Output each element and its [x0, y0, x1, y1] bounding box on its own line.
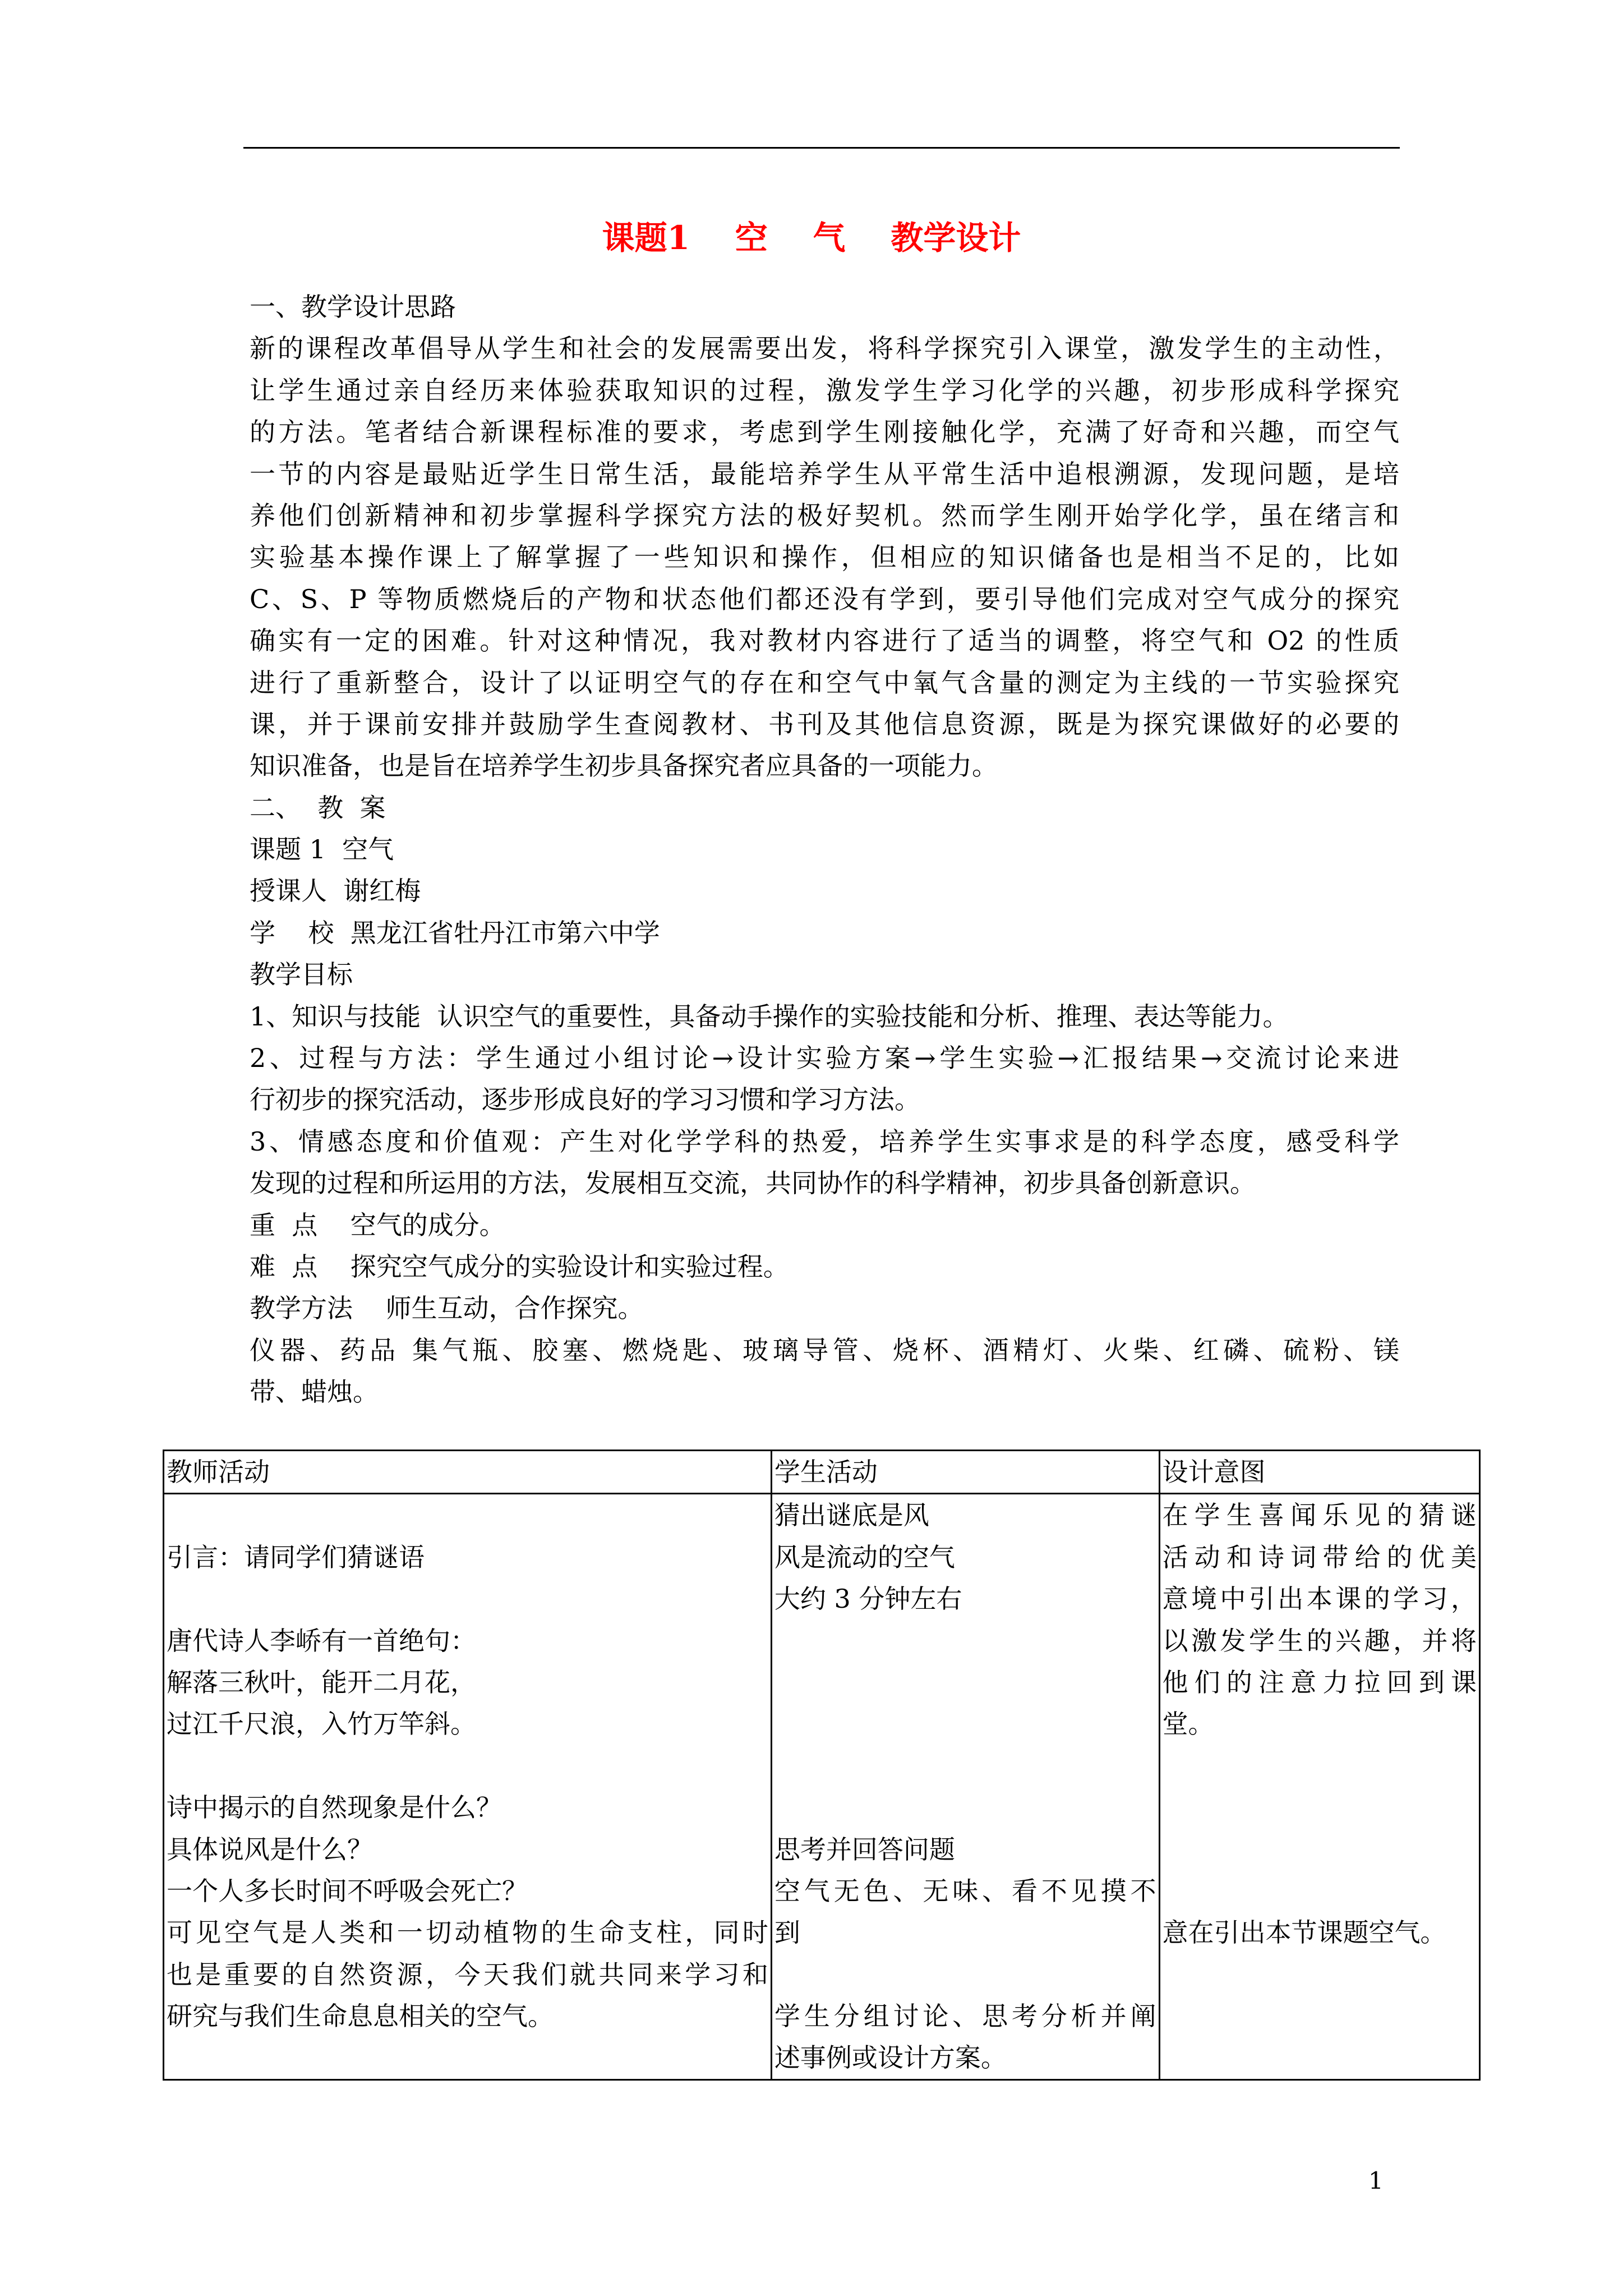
paragraph-line: 进行了重新整合，设计了以证明空气的存在和空气中氧气含量的测定为主线的一节实验探究	[250, 667, 1399, 698]
teacher-line: 唐代诗人李峤有一首绝句：	[167, 1625, 476, 1656]
section-heading-design-idea: 一、教学设计思路	[250, 292, 456, 322]
paragraph-line: 一节的内容是最贴近学生日常生活，最能培养学生从平常生活中追根溯源，发现问题，是培	[250, 458, 1399, 489]
student-line: 思考并回答问题	[774, 1834, 955, 1865]
teacher-line: 解落三秋叶，能开二月花，	[167, 1667, 476, 1697]
design-line	[1163, 1745, 1477, 1787]
paragraph-line: 知识准备，也是旨在培养学生初步具备探究者应具备的一项能力。	[250, 751, 998, 781]
objectives-heading: 教学目标	[250, 959, 353, 990]
materials-line: 仪器、药品 集气瓶、胶塞、燃烧匙、玻璃导管、烧杯、酒精灯、火柴、红磷、硫粉、镁	[250, 1335, 1399, 1365]
lesson-activity-table	[163, 1450, 1481, 2081]
teacher-line	[167, 1494, 768, 1536]
teacher-activity-cell	[164, 1494, 772, 2079]
student-line	[774, 1954, 1156, 1995]
teacher-line	[167, 1578, 768, 1619]
key-point: 重 点 空气的成分。	[250, 1209, 505, 1240]
paragraph-line: 课，并于课前安排并鼓励学生查阅教材、书刊及其他信息资源，既是为探究课做好的必要的	[250, 708, 1399, 739]
teacher-line: 引言：请同学们猜谜语	[167, 1542, 425, 1572]
paragraph-line: 让学生通过亲自经历来体验获取知识的过程，激发学生学习化学的兴趣，初步形成科学探究	[250, 375, 1399, 406]
header-student-activity: 学生活动	[771, 1451, 1159, 1494]
student-line: 大约 3 分钟左右	[774, 1584, 962, 1614]
teacher-line: 研究与我们生命息息相关的空气。	[167, 2001, 554, 2032]
design-line: 活动和诗词带给的优美	[1162, 1542, 1477, 1572]
student-line	[774, 1745, 1156, 1787]
paragraph-line: 新的课程改革倡导从学生和社会的发展需要出发，将科学探究引入课堂，激发学生的主动性，	[250, 333, 1399, 364]
lesson-school: 学 校 黑龙江省牡丹江市第六中学	[250, 917, 660, 948]
student-line: 风是流动的空气	[774, 1542, 955, 1572]
student-line	[774, 1662, 1156, 1703]
body-text	[250, 286, 1399, 1413]
student-line: 猜出谜底是风	[774, 1500, 929, 1531]
paragraph-line: 实验基本操作课上了解掌握了一些知识和操作，但相应的知识储备也是相当不足的，比如	[250, 542, 1399, 573]
objective-line: 3、情感态度和价值观：产生对化学学科的热爱，培养学生实事求是的科学态度，感受科学	[250, 1126, 1399, 1157]
lesson-teacher: 授课人 谢红梅	[250, 876, 421, 907]
student-line	[774, 1787, 1156, 1828]
teaching-method: 教学方法 师生互动，合作探究。	[250, 1293, 644, 1324]
design-line: 意在引出本节课题空气。	[1162, 1917, 1446, 1948]
table-header-row	[164, 1451, 1480, 1494]
student-activity-cell	[771, 1494, 1159, 2079]
teacher-line: 一个人多长时间不呼吸会死亡？	[167, 1875, 528, 1906]
teacher-line: 具体说风是什么？	[167, 1834, 373, 1865]
objective-line: 2、过程与方法：学生通过小组讨论→设计实验方案→学生实验→汇报结果→交流讨论来进	[250, 1043, 1399, 1074]
page-number: 1	[1368, 2167, 1384, 2194]
student-line	[774, 1703, 1156, 1745]
design-line: 意境中引出本课的学习，	[1162, 1584, 1477, 1614]
student-line: 学生分组讨论、思考分析并阐	[774, 2001, 1156, 2032]
paragraph-line: C、S、P 等物质燃烧后的产物和状态他们都还没有学到，要引导他们完成对空气成分的探究	[250, 583, 1399, 614]
difficult-point: 难 点 探究空气成分的实验设计和实验过程。	[250, 1251, 789, 1282]
design-intent-cell	[1159, 1494, 1480, 2079]
objective-line: 1、知识与技能 认识空气的重要性，具备动手操作的实验技能和分析、推理、表达等能力。	[250, 1001, 1289, 1032]
section-heading-lesson-plan: 二、 教 案	[250, 792, 386, 823]
teacher-line: 可见空气是人类和一切动植物的生命支柱，同时	[167, 1917, 768, 1948]
lesson-topic: 课题 1 空气	[250, 834, 394, 865]
header-design-intent: 设计意图	[1159, 1451, 1480, 1494]
paragraph-line: 养他们创新精神和初步掌握科学探究方法的极好契机。然而学生刚开始学化学，虽在绪言和	[250, 500, 1399, 531]
design-line: 在学生喜闻乐见的猜谜	[1162, 1500, 1477, 1531]
student-line: 述事例或设计方案。	[774, 2042, 1007, 2073]
student-line	[774, 1620, 1156, 1662]
design-line: 堂。	[1162, 1709, 1214, 1740]
design-line	[1163, 1787, 1477, 1828]
design-line: 以激发学生的兴趣，并将	[1162, 1625, 1477, 1656]
paragraph-line: 确实有一定的困难。针对这种情况，我对教材内容进行了适当的调整，将空气和 O2 的性质	[250, 625, 1399, 656]
design-line	[1163, 1870, 1477, 1912]
paragraph-line: 的方法。笔者结合新课程标准的要求，考虑到学生刚接触化学，充满了好奇和兴趣，而空气	[250, 417, 1399, 448]
design-line: 他们的注意力拉回到课	[1162, 1667, 1477, 1697]
teacher-line: 诗中揭示的自然现象是什么？	[167, 1792, 502, 1823]
student-line: 空气无色、无味、看不见摸不	[774, 1875, 1156, 1906]
header-teacher-activity: 教师活动	[164, 1451, 772, 1494]
teacher-line: 过江千尺浪，入竹万竿斜。	[167, 1709, 476, 1740]
table-row	[164, 1494, 1480, 2079]
materials-line: 带、蜡烛。	[250, 1377, 379, 1407]
objective-line: 行初步的探究活动，逐步形成良好的学习习惯和学习方法。	[250, 1084, 920, 1115]
objective-line: 发现的过程和所运用的方法，发展相互交流，共同协作的科学精神，初步具备创新意识。	[250, 1168, 1256, 1199]
student-line: 到	[774, 1917, 800, 1948]
teacher-line	[167, 1745, 768, 1787]
design-line	[1163, 1829, 1477, 1870]
document-title: 课题1 空 气 教学设计	[602, 219, 1021, 257]
teacher-line: 也是重要的自然资源，今天我们就共同来学习和	[167, 1959, 768, 1990]
header-rule	[243, 147, 1400, 149]
